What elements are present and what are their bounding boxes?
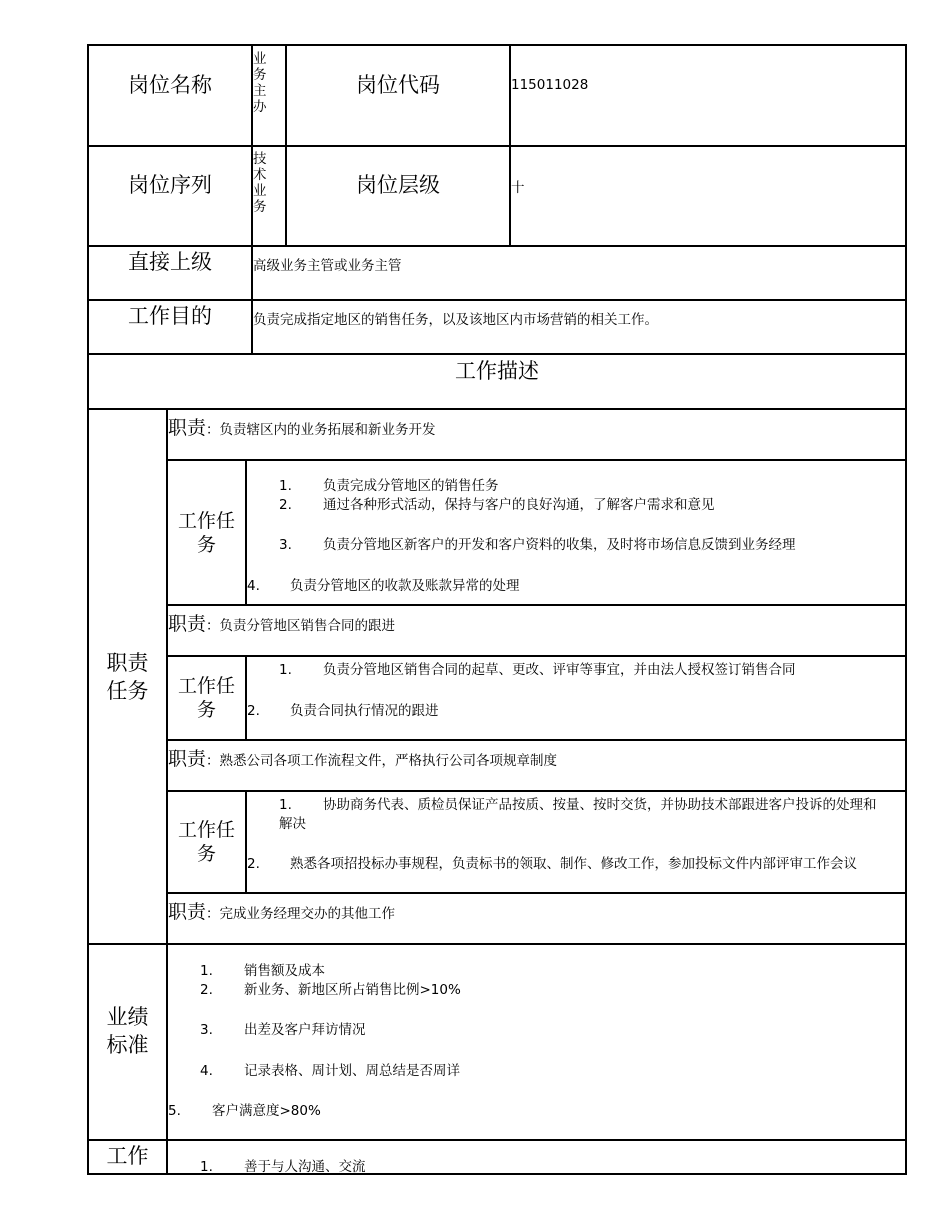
post-seq-label: 岗位序列 [128, 173, 212, 198]
task-label [168, 461, 245, 604]
task-item [279, 658, 796, 678]
performance-label-text: 业绩标准 [106, 1005, 149, 1057]
item-text: 客户满意度>80% [212, 1103, 321, 1119]
rule [166, 739, 907, 741]
rule [166, 790, 907, 792]
superior-label: 直接上级 [128, 250, 212, 275]
performance-item [200, 959, 325, 979]
post-code-label: 岗位代码 [356, 73, 440, 98]
task-text: 通过各种形式活动，保持与客户的良好沟通，了解客户需求和意见 [323, 497, 715, 513]
duty-prefix: 职责 [168, 901, 207, 923]
item-text: 记录表格、周计划、周总结是否周详 [244, 1063, 460, 1079]
item-num: 3. [200, 1022, 213, 1038]
task-num: 2. [247, 703, 260, 719]
item-text: 销售额及成本 [244, 963, 325, 979]
item-num: 1. [200, 963, 213, 979]
duty-row [168, 897, 395, 924]
post-name-value: 业务主办 [253, 51, 267, 115]
performance-item [200, 1018, 366, 1038]
description-title: 工作描述 [455, 359, 539, 384]
task-text: 负责分管地区销售合同的起草、更改、评审等事宜，并由法人授权签订销售合同 [323, 662, 796, 678]
task-text: 负责合同执行情况的跟进 [290, 703, 439, 719]
task-num: 3. [279, 537, 292, 553]
task-label-text: 工作任务 [177, 509, 235, 556]
performance-item [168, 1099, 321, 1119]
task-text: 负责完成分管地区的销售任务 [323, 478, 499, 494]
task-num: 4. [247, 578, 260, 594]
task-label [168, 792, 245, 892]
duty-prefix: 职责 [168, 748, 207, 770]
performance-label [89, 945, 166, 1117]
duties-section-label [89, 410, 166, 943]
rule [166, 655, 907, 657]
duty-row [168, 744, 557, 771]
rule [245, 790, 247, 894]
rule [166, 892, 907, 894]
work-item [200, 1155, 366, 1175]
duty-prefix: 职责 [168, 613, 207, 635]
task-item [279, 793, 877, 813]
task-num: 1. [279, 478, 292, 494]
item-num: 1. [200, 1159, 213, 1175]
task-text: 负责分管地区新客户的开发和客户资料的收集，及时将市场信息反馈到业务经理 [323, 537, 796, 553]
rule [245, 655, 247, 741]
task-num: 1. [279, 662, 292, 678]
rule [166, 459, 907, 461]
task-item [279, 474, 499, 494]
performance-item [200, 978, 461, 998]
item-num: 2. [200, 982, 213, 998]
post-level-label: 岗位层级 [356, 173, 440, 198]
rule [166, 604, 907, 606]
task-item [247, 699, 439, 719]
superior-value: 高级业务主管或业务主管 [253, 258, 402, 274]
post-level-value: 十 [511, 180, 525, 196]
task-num: 2. [279, 497, 292, 513]
task-text: 协助商务代表、质检员保证产品按质、按量、按时交货，并协助技术部跟进客户投诉的处理和 [323, 797, 877, 813]
rule [905, 44, 907, 1175]
task-label-text: 工作任务 [177, 675, 235, 721]
task-item-continued: 解决 [279, 816, 306, 832]
item-text: 出差及客户拜访情况 [244, 1022, 366, 1038]
item-text: 新业务、新地区所占销售比例>10% [244, 982, 461, 998]
task-num: 2. [247, 856, 260, 872]
duties-section-label-text: 职责任务 [106, 650, 149, 703]
post-code-value: 115011028 [511, 77, 589, 93]
task-num: 1. [279, 797, 292, 813]
work-label: 工作 [106, 1144, 149, 1169]
duty-text: ：完成业务经理交办的其他工作 [206, 906, 396, 922]
duty-row [168, 609, 395, 636]
task-item [247, 852, 857, 872]
task-item [247, 574, 520, 594]
task-item [279, 493, 715, 513]
duty-text: ：负责辖区内的业务拓展和新业务开发 [206, 422, 436, 438]
performance-item [200, 1059, 460, 1079]
rule [87, 408, 907, 410]
duty-prefix: 职责 [168, 417, 207, 439]
duty-text: ：负责分管地区销售合同的跟进 [206, 618, 396, 634]
task-text: 负责分管地区的收款及账款异常的处理 [290, 578, 520, 594]
task-text: 熟悉各项招投标办事规程，负责标书的领取、制作、修改工作，参加投标文件内部评审工作会议 [290, 856, 857, 872]
task-label [168, 657, 245, 739]
item-text: 善于与人沟通、交流 [244, 1159, 366, 1175]
item-num: 4. [200, 1063, 213, 1079]
rule [87, 943, 907, 945]
duty-row [168, 413, 436, 440]
item-num: 5. [168, 1103, 181, 1119]
post-name-label: 岗位名称 [128, 73, 212, 98]
task-item [279, 533, 796, 553]
rule [87, 1139, 907, 1141]
purpose-label: 工作目的 [128, 304, 212, 329]
rule [509, 44, 511, 247]
duty-text: ：熟悉公司各项工作流程文件，严格执行公司各项规章制度 [206, 753, 558, 769]
task-label-text: 工作任务 [177, 819, 235, 865]
purpose-value: 负责完成指定地区的销售任务，以及该地区内市场营销的相关工作。 [253, 312, 658, 328]
post-seq-value: 技术业务 [253, 151, 267, 215]
